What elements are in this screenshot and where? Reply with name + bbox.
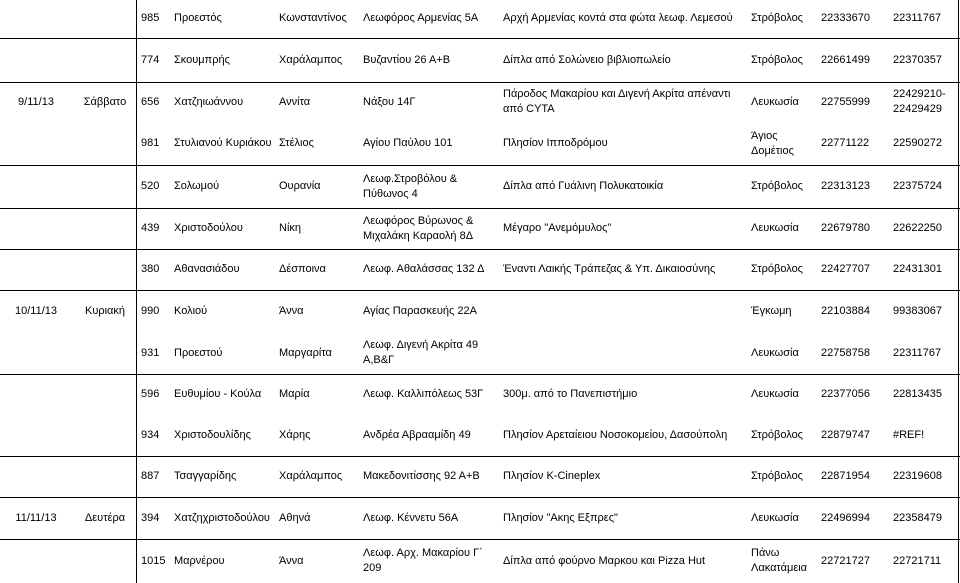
cell-address[interactable]: Μακεδονιτίσσης 92 Α+Β [363, 470, 480, 482]
cell-surname[interactable]: Χατζηχριστοδούλου [174, 511, 270, 524]
cell-id[interactable]: 394 [141, 511, 160, 524]
cell-location[interactable]: Πλησίον Αρεταίειου Νοσοκομείου, Δασούπολη [503, 428, 728, 441]
cell-surname[interactable]: Κολιού [174, 304, 208, 317]
cell-address[interactable]: Αγίου Παύλου 101 [363, 137, 453, 149]
cell-phone1[interactable]: 22879747 [821, 428, 870, 441]
cell-phone2[interactable]: 22622250 [893, 222, 942, 234]
cell-surname[interactable]: Σολωμού [174, 180, 220, 192]
cell-phone1[interactable]: 22496994 [821, 511, 870, 524]
cell-name[interactable]: Αννίτα [279, 95, 311, 108]
cell-location[interactable]: Μέγαρο "Ανεμόμυλος" [503, 222, 612, 234]
cell-area[interactable]: Λευκωσία [751, 387, 799, 400]
cell-surname[interactable]: Προεστού [174, 346, 223, 359]
cell-area[interactable]: Λευκωσία [751, 222, 799, 234]
cell-phone1[interactable]: 22755999 [821, 95, 870, 108]
cell-area[interactable]: Άγιος Δομέτιος [751, 129, 794, 157]
cell-address[interactable]: Λεωφ. Καλλιπόλεως 53Γ [363, 387, 484, 400]
cell-location[interactable]: Έναντι Λαικής Τράπεζας & Υπ. Δικαιοσύνης [503, 263, 716, 275]
cell-address[interactable]: Λεωφ. Διγενή Ακρίτα 49 Α,Β&Γ [363, 339, 479, 366]
cell-phone2[interactable]: 22721711 [893, 554, 942, 567]
cell-date[interactable]: 9/11/13 [18, 95, 54, 108]
cell-surname[interactable]: Χριστοδούλου [174, 222, 243, 234]
cell-surname[interactable]: Αθανασιάδου [174, 263, 240, 275]
cell-name[interactable]: Στέλιος [279, 137, 314, 149]
cell-phone2[interactable]: 22319608 [893, 470, 942, 482]
cell-address[interactable]: Λεωφόρος Αρμενίας 5Α [363, 11, 479, 24]
cell-address[interactable]: Νάξου 14Γ [363, 95, 416, 108]
cell-address[interactable]: Ανδρέα Αβρααμίδη 49 [363, 428, 471, 441]
cell-phone2[interactable]: 22375724 [893, 180, 942, 192]
cell-id[interactable]: 931 [141, 346, 160, 359]
cell-phone1[interactable]: 22679780 [821, 222, 870, 234]
cell-surname[interactable]: Μαρνέρου [174, 554, 225, 567]
cell-id[interactable]: 656 [141, 95, 160, 108]
cell-location[interactable]: Δίπλα από φούρνο Μαρκου και Pizza Hut [503, 554, 706, 567]
cell-location[interactable]: Πλησίον "Ακης Εξπρες" [503, 511, 618, 524]
cell-phone1[interactable]: 22427707 [821, 263, 870, 275]
cell-phone1[interactable]: 22871954 [821, 470, 870, 482]
cell-surname[interactable]: Στυλιανού Κυριάκου [174, 137, 272, 149]
cell-day[interactable]: Δευτέρα [84, 511, 126, 524]
cell-area[interactable]: Λευκωσία [751, 95, 799, 108]
cell-day[interactable]: Κυριακή [84, 304, 126, 317]
cell-phone1[interactable]: 22103884 [821, 304, 870, 317]
cell-name[interactable]: Χαράλαμπος [279, 470, 343, 482]
cell-phone2[interactable]: 22813435 [893, 387, 942, 400]
cell-phone2[interactable]: 22311767 [893, 11, 942, 24]
cell-date[interactable]: 10/11/13 [14, 304, 57, 317]
cell-area[interactable]: Στρόβολος [751, 180, 803, 192]
cell-phone1[interactable]: 22377056 [821, 387, 870, 400]
cell-address[interactable]: Λεωφόρος Βύρωνος & Μιχαλάκη Καραολή 8Δ [363, 214, 474, 242]
cell-location[interactable]: Πάροδος Μακαρίου και Διγενή Ακρίτα απέναντι από CYTA [503, 88, 731, 115]
cell-surname[interactable]: Προεστός [174, 11, 222, 24]
cell-id[interactable]: 520 [141, 180, 160, 192]
cell-surname[interactable]: Τσαγγαρίδης [174, 470, 237, 482]
cell-phone2[interactable]: 22358479 [893, 511, 942, 524]
cell-id[interactable]: 887 [141, 470, 160, 482]
cell-area[interactable]: Στρόβολος [751, 470, 803, 482]
cell-name[interactable]: Κωνσταντίνος [279, 11, 347, 24]
cell-phone1[interactable]: 22333670 [821, 11, 870, 24]
cell-location[interactable]: Αρχή Αρμενίας κοντά στα φώτα λεωφ. Λεμεσού [503, 11, 733, 24]
cell-location[interactable]: Πλησίον K-Cineplex [503, 470, 601, 482]
cell-phone2[interactable]: #REF! [893, 428, 925, 441]
cell-day[interactable]: Σάββατο [83, 95, 127, 108]
cell-phone1[interactable]: 22661499 [821, 53, 870, 66]
cell-phone2[interactable]: 22590272 [893, 137, 942, 149]
cell-address[interactable]: Αγίας Παρασκευής 22Α [363, 304, 477, 317]
cell-surname[interactable]: Χατζηιωάννου [174, 95, 244, 108]
cell-name[interactable]: Χαράλαμπος [279, 53, 343, 66]
cell-phone2[interactable]: 22311767 [893, 346, 942, 359]
cell-location[interactable]: Δίπλα από Σολώνειο βιβλιοπωλείο [503, 53, 671, 66]
cell-area[interactable]: Λευκωσία [751, 511, 799, 524]
cell-name[interactable]: Ουρανία [279, 180, 321, 192]
cell-phone2[interactable]: 22370357 [893, 53, 942, 66]
cell-area[interactable]: Στρόβολος [751, 11, 803, 24]
cell-id[interactable]: 596 [141, 387, 160, 400]
cell-address[interactable]: Λεωφ. Αθαλάσσας 132 Δ [363, 263, 485, 275]
cell-area[interactable]: Στρόβολος [751, 53, 803, 66]
cell-id[interactable]: 774 [141, 53, 160, 66]
cell-name[interactable]: Αθηνά [279, 511, 311, 524]
cell-id[interactable]: 1015 [141, 554, 166, 567]
cell-address[interactable]: Βυζαντίου 26 Α+Β [363, 53, 451, 66]
cell-phone2[interactable]: 22429210-22429429 [893, 88, 946, 115]
cell-address[interactable]: Λεωφ. Αρχ. Μακαρίου Γ΄ 209 [363, 547, 483, 574]
cell-area[interactable]: Λευκωσία [751, 346, 799, 359]
cell-id[interactable]: 934 [141, 428, 160, 441]
cell-name[interactable]: Άννα [279, 304, 304, 317]
cell-name[interactable]: Μαρία [279, 387, 310, 400]
cell-id[interactable]: 990 [141, 304, 160, 317]
cell-area[interactable]: Στρόβολος [751, 428, 803, 441]
cell-area[interactable]: Πάνω Λακατάμεια [751, 547, 808, 574]
cell-name[interactable]: Δέσποινα [279, 263, 326, 275]
cell-name[interactable]: Άννα [279, 554, 304, 567]
cell-area[interactable]: Έγκωμη [751, 304, 792, 317]
cell-id[interactable]: 439 [141, 222, 160, 234]
cell-date[interactable]: 11/11/13 [15, 511, 57, 524]
cell-id[interactable]: 981 [141, 137, 160, 149]
cell-address[interactable]: Λεωφ. Κέννετυ 56Α [363, 511, 459, 524]
cell-phone2[interactable]: 22431301 [893, 263, 942, 275]
cell-address[interactable]: Λεωφ.Στροβόλου & Πύθωνος 4 [363, 172, 458, 200]
cell-name[interactable]: Μαργαρίτα [279, 346, 332, 359]
cell-area[interactable]: Στρόβολος [751, 263, 803, 275]
cell-location[interactable]: Πλησίον Ιπποδρόμου [503, 137, 608, 149]
cell-surname[interactable]: Ευθυμίου - Κούλα [174, 387, 262, 400]
cell-phone1[interactable]: 22758758 [821, 346, 870, 359]
cell-phone2[interactable]: 99383067 [893, 304, 942, 317]
cell-phone1[interactable]: 22721727 [821, 554, 870, 567]
cell-phone1[interactable]: 22771122 [821, 137, 870, 149]
cell-location[interactable]: Δίπλα από Γυάλινη Πολυκατοικία [503, 180, 664, 192]
cell-id[interactable]: 985 [141, 11, 160, 24]
cell-surname[interactable]: Χριστοδουλίδης [174, 428, 251, 441]
cell-name[interactable]: Χάρης [279, 428, 311, 441]
cell-id[interactable]: 380 [141, 263, 160, 275]
cell-phone1[interactable]: 22313123 [821, 180, 870, 192]
cell-location[interactable]: 300μ. από το Πανεπιστήμιο [503, 387, 638, 400]
cell-name[interactable]: Νίκη [279, 222, 302, 234]
cell-surname[interactable]: Σκουμπρής [174, 53, 230, 66]
